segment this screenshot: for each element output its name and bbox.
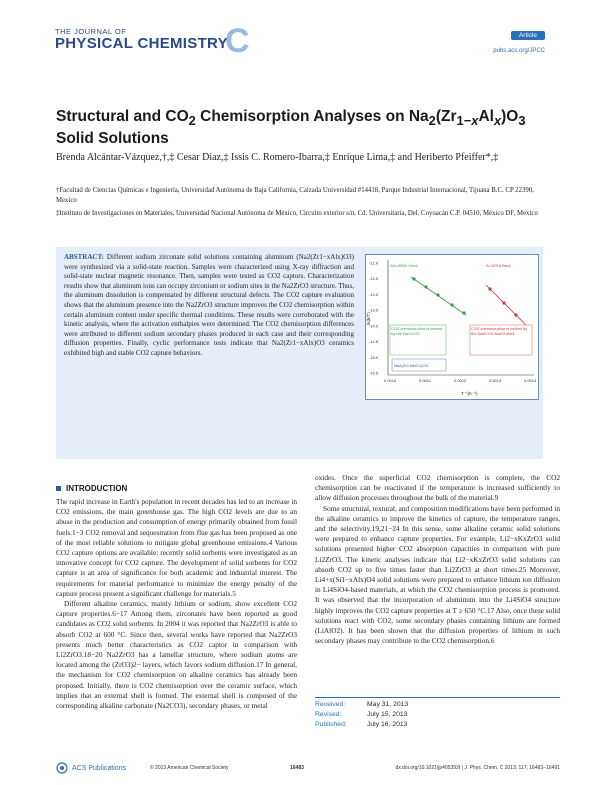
acs-publications-logo — [56, 762, 126, 774]
x-tick-label: 0.0014 — [524, 378, 537, 383]
data-point — [502, 301, 505, 304]
data-point — [450, 303, 453, 306]
data-point — [436, 293, 439, 296]
legend-label: Na2(Zr0.9Al0.1)O3 — [394, 363, 428, 368]
annotation-left: CO2 chemisorption is limited by the Na2ZrO3 — [391, 326, 442, 336]
data-point — [514, 313, 517, 316]
y-axis-label: ln(k/T) — [366, 312, 371, 325]
y-tick-label: -15.0 — [369, 354, 379, 360]
y-tick-label: -12.0 — [369, 260, 379, 266]
paragraph: oxides. Once the superficial CO2 chemisorption is complete, the CO2 chemisorption can be reactivated if the temperature is increased sufficiently to allow diffusion processes throughout the bulk of the material.9 — [315, 473, 560, 503]
page-number: 16483 — [290, 765, 304, 771]
affiliation-1: †Facultad de Ciencias Químicas e Ingeniería, Universidad Autónoma de Baja California, Calzada Universidad #14418, Parque Industrial Internacional, Tijuana B.C. CP 22390, Mexico — [56, 187, 534, 204]
received-date: May 31, 2013 — [367, 701, 409, 708]
doi[interactable]: dx.doi.org/10.1021/jp405392t | J. Phys. Chem. C 2013, 117, 16483−16491 — [395, 765, 560, 771]
affiliation-2: ‡Instituto de Investigaciones en Materiales, Universidad Nacional Autónoma de México, Circuito exterior s/n, Cd. Universitaria, Del. Coyoacán C.P. 04510, México DF, Mexico — [56, 210, 538, 217]
article-badge: Article — [511, 31, 545, 40]
y-tick-label: -14.0 — [369, 323, 379, 329]
section-bullet-icon — [56, 486, 61, 491]
y-tick-label: -14.5 — [369, 339, 379, 345]
paragraph: Some structural, textural, and composition modifications have been performed in the alkaline ceramics to improve the kinetics of capture, the temperature ranges, and the selectivity.19,21−24 In this sense, some alkaline ceramic solid solutions were prepared to enhance capture properties. For example, Li2−xKxZrO3 solid solutions presented higher CO2 absorption capacities in comparison with pure Li2ZrO3. The kinetic analyses indicate that Li2−xKxZrO3 solid solutions can absorb CO2 up to five times faster than Li2ZrO3 at short times.25 Moreover, Li4+x(Si1−xAlx)O4 solid solutions were prepared to enhance lithium ion diffusion in Li4SiO4-based materials, at which the CO2 chemisorption process is promoted. It was observed that the incorporation of aluminum into the Li4SiO4 structure highly improves the CO2 capture properties at T ≥ 650 °C.17 Also, once these solid solutions react with CO2, some secondary phases containing lithium are formed (LiAlO2). It has been shown that the diffusion properties of lithium in such secondary phases may contribute to the CO2 chemisorption.6 — [315, 503, 560, 646]
section-title: INTRODUCTION — [66, 484, 128, 493]
received-label: Received: — [315, 701, 346, 708]
journal-logo — [55, 22, 250, 60]
left-column — [56, 497, 297, 711]
toc-graphic — [365, 254, 539, 400]
annotation-dh2: Δ=129 kJ/mol — [486, 263, 511, 268]
right-column — [315, 473, 560, 646]
dates-block — [315, 697, 560, 730]
publisher-name: ACS Publications — [72, 764, 127, 772]
revised-date: July 15, 2013 — [367, 711, 408, 718]
annotation-right: CO2 chemisorption is limited by the Na2CO3-Na2O shell — [471, 326, 528, 336]
authors: Brenda Alcántar-Vázquez,†,‡ Cesar Diaz,‡ Issis C. Romero-Ibarra,‡ Enrique Lima,‡ and Heriberto Pfeiffer*,‡ — [56, 152, 499, 163]
annotation-dh1: ΔH=9050 J/mol — [390, 263, 418, 268]
journal-line2: PHYSICAL CHEMISTRY — [55, 35, 228, 52]
paragraph: Different alkaline ceramics, mainly lithium or sodium, show excellent CO2 capture properties.6−17 Among them, zirconates have been reported as good candidates as CO2 solid sorbents. In 2004 it was reported that Na2ZrO3 is able to absorb CO2 at 600 °C. Since then, several works have reported that Na2ZrO3 presents much better characteristics as CO2 captor in comparison with Li2ZrO3.18−20 Na2ZrO3 has a lamellar structure, where sodium atoms are located among the (ZrO3)2− layers, which favors sodium diffusion.17 In general, the mechanism for CO2 chemisorption on alkaline ceramics has already been proposed. Initially, there is CO2 chemisorption over the ceramic surface, which implies that an external shell is formed. The external shell is composed of the corresponding alkaline carbonate (Na2CO3), secondary phases, or metal — [56, 599, 297, 711]
published-date: July 16, 2013 — [367, 721, 408, 728]
acs-logo-icon — [56, 762, 68, 774]
abstract — [64, 253, 354, 359]
paper-title: Structural and $CO_2$ Chemisorption Analyses on $Na_2(Zr_{1-x}Al_x)O_3$ Solid Solutions — [56, 108, 526, 148]
copyright: © 2013 American Chemical Society — [150, 765, 229, 771]
data-point — [462, 311, 465, 314]
journal-url[interactable]: pubs.acs.org/JPCC — [493, 48, 545, 54]
paragraph: The rapid increase in Earth's population in recent decades has led to an increase in CO2 emissions, the main greenhouse gas. The high CO2 levels are due to an abuse in the production and consumption of energy primarily obtained from fossil fuels.1−3 CO2 removal and sequestration from flue gas has been proposed as one of the most reliable solutions to mitigate global greenhouse emissions.4 Various CO2 capture options are available: recently solid sorbents were investigated as an innovative concept for CO2 capture. The development of solid sorbents for CO2 capture is an area of significance for both academic and industrial interest. The requirements for material performance to minimize the energy penalty of the capture process present a significant challenge for materials.5 — [56, 497, 297, 598]
revised-label: Revised: — [315, 711, 342, 718]
journal-letter: C — [225, 22, 250, 60]
x-tick-label: 0.0011 — [419, 378, 431, 383]
y-tick-label: -13.0 — [369, 291, 379, 297]
y-tick-label: -12.5 — [369, 276, 379, 282]
x-tick-label: 0.0012 — [454, 378, 467, 383]
abstract-label: ABSTRACT: — [64, 253, 104, 261]
y-tick-label: -15.5 — [369, 370, 379, 376]
abstract-text: Different sodium zirconate solid solutions containing aluminum (Na2(Zr1−xAlx)O3) were synthesized via a solid-state reaction. Samples were characterized using X-ray diffraction and solid-state nuclear magnetic resonance. Then, samples were tested as CO2 captors. Characterization results show that aluminum ions can occupy zirconium or sodium sites in the Na2ZrO3 structure. Thus, the aluminum dissolution is compensated by different structural defects. The CO2 capture evaluation shows that the aluminum presence into the Na2ZrO3 structure improves the CO2 chemisorption within certain aluminum content under specific thermal conditions. These results were corroborated with the kinetic analysis, where the activation enthalpies were determined. The CO2 chemisorption differences were attributed to different sodium secondary phases produced in each case and their corresponding diffusion properties. Finally, cyclic performance tests indicate that Na2(Zr1−xAlx)O3 ceramics exhibited high and stable CO2 capture behaviors. — [64, 253, 354, 357]
x-tick-label: 0.0013 — [489, 378, 502, 383]
data-point — [488, 287, 491, 290]
data-point — [424, 285, 427, 288]
section-heading — [56, 484, 127, 493]
x-tick-label: 0.0010 — [384, 378, 397, 383]
data-point — [412, 277, 415, 280]
published-label: Published: — [315, 721, 347, 728]
journal-line1: THE JOURNAL OF — [55, 27, 127, 36]
x-axis-label: T⁻¹(K⁻¹) — [461, 391, 478, 396]
y-tick-label: -13.5 — [369, 307, 379, 313]
